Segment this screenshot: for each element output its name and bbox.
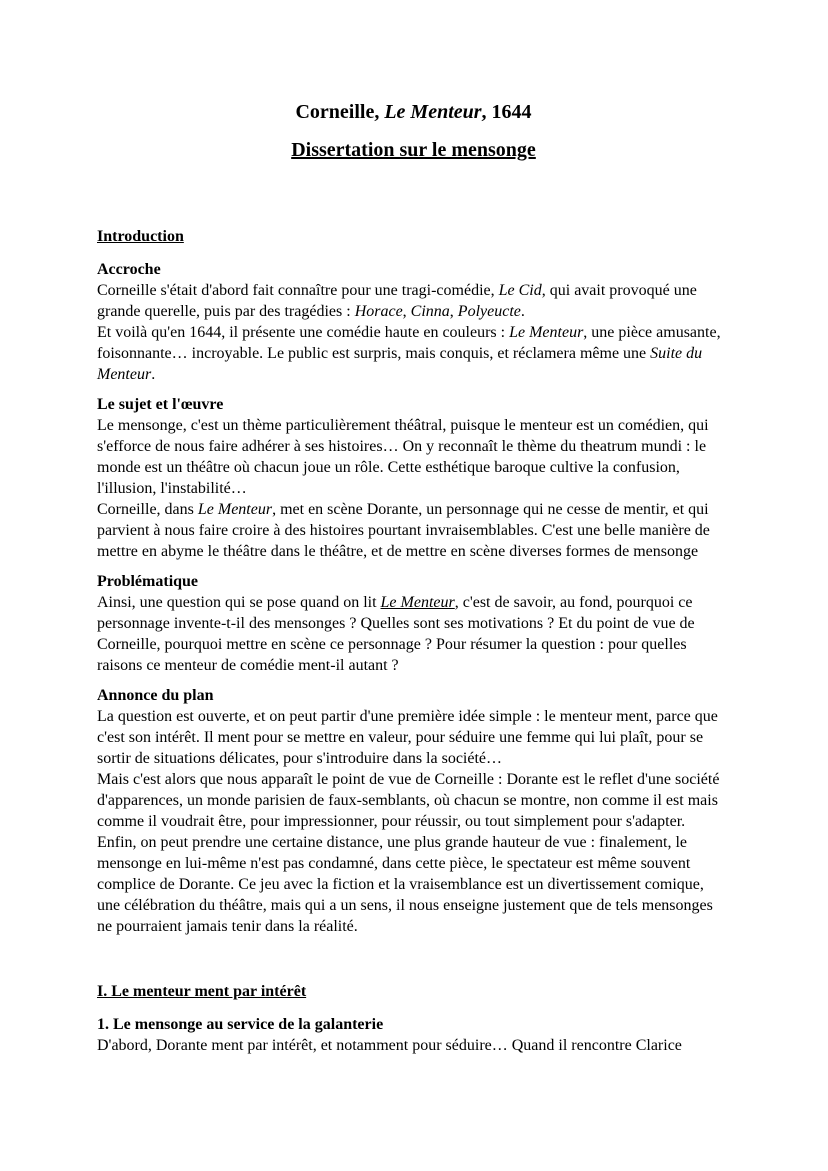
- text-run: Dissertation sur le mensonge: [291, 139, 536, 161]
- text-run: Ainsi, une question qui se pose quand on lit: [97, 594, 381, 611]
- text-run: .: [520, 303, 525, 320]
- text-run: Problématique: [97, 573, 199, 590]
- text-run: La question est ouverte, et on peut partir d'une première idée simple : le menteur ment, parce que c'est son intérêt. Il ment pour se mettre en valeur, pour séduire une femme qui lui plaît, pour se sortir de situations délicates, pour s'introduire dans la société…: [97, 708, 718, 767]
- paragraph-sujet-2: [97, 499, 730, 562]
- heading-annonce-plan: [97, 685, 730, 706]
- text-run: Horace: [354, 303, 403, 320]
- text-run: Le Menteur: [380, 594, 455, 611]
- text-run: Introduction: [97, 228, 184, 245]
- paragraph-plan-2: [97, 769, 730, 832]
- text-run: 1. Le mensonge au service de la galanterie: [97, 1016, 384, 1033]
- heading-part-1: [97, 981, 730, 1002]
- text-run: , une pièce amusante, foisonnante… incroyable. Le public est surpris, mais conquis, et réclamera même une: [97, 324, 721, 362]
- text-run: , qui avait provoqué une grande querelle, puis par des tragédies :: [97, 282, 697, 320]
- text-run: .: [151, 366, 156, 383]
- heading-problematique: [97, 571, 730, 592]
- text-run: Annonce du plan: [97, 687, 214, 704]
- document-content: [97, 100, 730, 1056]
- text-run: Le Cid: [498, 282, 542, 299]
- text-run: Le Menteur: [197, 501, 273, 518]
- paragraph-part-1-1: [97, 1035, 730, 1056]
- heading-introduction: [97, 226, 730, 247]
- text-run: Corneille,: [295, 101, 385, 123]
- paragraph-plan-3: [97, 832, 730, 937]
- paragraph-accroche-1: [97, 280, 730, 322]
- heading-sujet-oeuvre: [97, 394, 730, 415]
- text-run: Le mensonge, c'est un thème particulièrement théâtral, puisque le menteur est un comédien, qui s'efforce de nous faire adhérer à ses histoires… On y reconnaît le thème du theatrum mundi : le monde est un théâtre où chacun joue un rôle. Cette esthétique baroque cultive la confusion, l'illusion, l'instabilité…: [97, 417, 709, 497]
- text-run: ,: [402, 303, 411, 320]
- text-run: Polyeucte: [457, 303, 521, 320]
- text-run: ,: [449, 303, 458, 320]
- text-run: Suite du Menteur: [97, 345, 703, 383]
- text-run: Le Menteur: [509, 324, 584, 341]
- heading-part-1-1: [97, 1014, 730, 1035]
- text-run: Accroche: [97, 261, 161, 278]
- text-run: Le sujet et l'œuvre: [97, 396, 224, 413]
- text-run: Le Menteur: [384, 101, 482, 123]
- paragraph-problematique: [97, 592, 730, 676]
- doc-title: [97, 100, 730, 124]
- text-run: Corneille, dans: [97, 501, 198, 518]
- paragraph-sujet-1: [97, 415, 730, 499]
- text-run: Cinna: [410, 303, 450, 320]
- text-run: Corneille s'était d'abord fait connaître pour une tragi-comédie,: [97, 282, 499, 299]
- text-run: Enfin, on peut prendre une certaine distance, une plus grande hauteur de vue : finalement, le mensonge en lui-même n'est pas condamné, dans cette pièce, le spectateur est même souvent complice de Dorante. Ce jeu avec la fiction et la vraisemblance est un divertissement comique, une célébration du théâtre, mais qui a un sens, il nous enseigne justement que de tels mensonges ne pourraient jamais tenir dans la réalité.: [97, 834, 713, 935]
- paragraph-plan-1: [97, 706, 730, 769]
- text-run: Et voilà qu'en 1644, il présente une comédie haute en couleurs :: [97, 324, 510, 341]
- paragraph-accroche-2: [97, 322, 730, 385]
- heading-accroche: [97, 259, 730, 280]
- text-run: , c'est de savoir, au fond, pourquoi ce personnage invente-t-il des mensonges ? Quelles sont ses motivations ? Et du point de vue de Corneille, pourquoi mettre en scène ce personnage ? Pour résumer la question : pour quelles raisons ce menteur de comédie ment-il autant ?: [97, 594, 695, 674]
- text-run: D'abord, Dorante ment par intérêt, et notamment pour séduire… Quand il rencontre Clarice: [97, 1037, 682, 1054]
- text-run: , 1644: [481, 101, 532, 123]
- text-run: I. Le menteur ment par intérêt: [97, 983, 307, 1000]
- text-run: , met en scène Dorante, un personnage qui ne cesse de mentir, et qui parvient à nous faire croire à des histoires pourtant invraisemblables. C'est une belle manière de mettre en abyme le théâtre dans le théâtre, et de mettre en scène diverses formes de mensonge: [97, 501, 710, 560]
- doc-subtitle: [97, 138, 730, 162]
- text-run: Mais c'est alors que nous apparaît le point de vue de Corneille : Dorante est le reflet d'une société d'apparences, un monde parisien de faux-semblants, où chacun se montre, non comme il est mais comme il voudrait être, pour impressionner, pour réussir, ou tout simplement pour s'adapter.: [97, 771, 720, 830]
